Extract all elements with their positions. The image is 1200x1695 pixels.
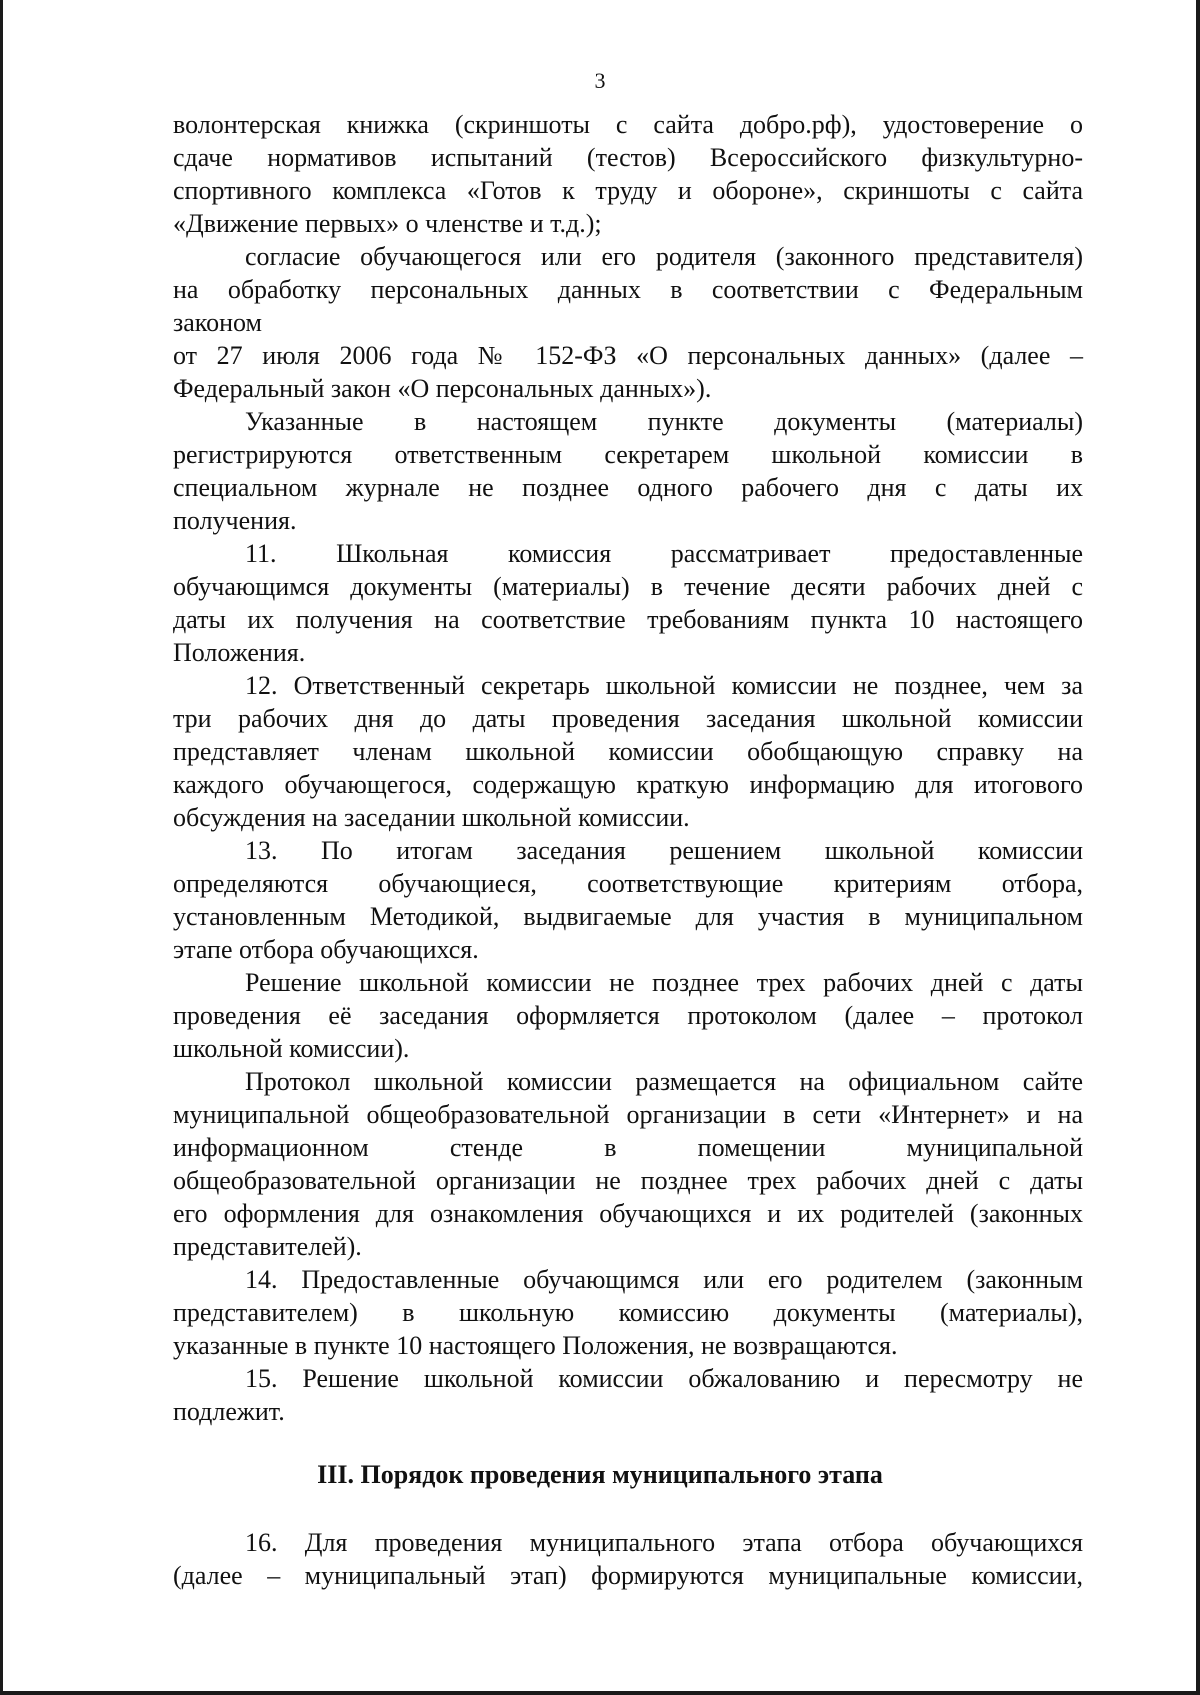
text-line: проведения её заседания оформляется протоколом (далее – протокол [173,1001,1083,1030]
text-line: представляет членам школьной комиссии обобщающую справку на [173,737,1083,766]
text-line: представителем) в школьную комиссию документы (материалы), [173,1298,1083,1327]
text-line: Федеральный закон «О персональных данных»). [173,374,712,403]
text-line: этапе отбора обучающихся. [173,935,479,964]
text-line: общеобразовательной организации не позднее трех рабочих дней с даты [173,1166,1083,1195]
text-line: его оформления для ознакомления обучающихся и их родителей (законных [173,1199,1083,1228]
scan-border-left [0,0,3,1695]
text-line: на обработку персональных данных в соответствии с Федеральным [173,275,1083,304]
scan-border-bottom [0,1691,1200,1695]
text-line: даты их получения на соответствие требованиям пункта 10 настоящего [173,605,1083,634]
text-line: «Движение первых» о членстве и т.д.); [173,209,602,238]
text-line: получения. [173,506,297,535]
text-line: 11. Школьная комиссия рассматривает предоставленные [245,539,1083,568]
text-line: указанные в пункте 10 настоящего Положения, не возвращаются. [173,1331,898,1360]
text-line: школьной комиссии). [173,1034,410,1063]
text-line: спортивного комплекса «Готов к труду и обороне», скриншоты с сайта [173,176,1083,205]
text-line: муниципальной общеобразовательной организации в сети «Интернет» и на [173,1100,1083,1129]
text-line: (далее – муниципальный этап) формируются муниципальные комиссии, [173,1561,1083,1590]
text-line: регистрируются ответственным секретарем школьной комиссии в [173,440,1083,469]
text-line: обучающимся документы (материалы) в течение десяти рабочих дней с [173,572,1083,601]
text-line: волонтерская книжка (скриншоты с сайта добро.рф), удостоверение о [173,110,1083,139]
text-line: 14. Предоставленные обучающимся или его родителем (законным [245,1265,1083,1294]
text-line: три рабочих дня до даты проведения заседания школьной комиссии [173,704,1083,733]
text-line: обсуждения на заседании школьной комиссии. [173,803,690,832]
text-line: специальном журнале не позднее одного рабочего дня с даты их [173,473,1083,502]
section-heading: III. Порядок проведения муниципального этапа [317,1460,883,1489]
text-line: согласие обучающегося или его родителя (законного представителя) [245,242,1083,271]
text-line: представителей). [173,1232,362,1261]
text-line: 16. Для проведения муниципального этапа отбора обучающихся [245,1528,1083,1557]
text-line: Указанные в настоящем пункте документы (материалы) [245,407,1083,436]
scan-border-right [1196,0,1200,1695]
text-line: законом [173,308,262,337]
page-number: 3 [594,68,606,93]
text-line: от 27 июля 2006 года № 152-ФЗ «О персональных данных» (далее – [173,341,1083,370]
text-line: установленным Методикой, выдвигаемые для участия в муниципальном [173,902,1083,931]
text-line: 15. Решение школьной комиссии обжалованию и пересмотру не [245,1364,1083,1393]
text-line: Положения. [173,638,306,667]
text-line: подлежит. [173,1397,285,1426]
text-line: 13. По итогам заседания решением школьной комиссии [245,836,1083,865]
text-line: 12. Ответственный секретарь школьной комиссии не позднее, чем за [245,671,1083,700]
text-line: сдаче нормативов испытаний (тестов) Всероссийского физкультурно- [173,143,1083,172]
text-line: Протокол школьной комиссии размещается на официальном сайте [245,1067,1083,1096]
text-line: определяются обучающиеся, соответствующие критериям отбора, [173,869,1083,898]
text-line: информационном стенде в помещении муниципальной [173,1133,1083,1162]
text-line: Решение школьной комиссии не позднее трех рабочих дней с даты [245,968,1083,997]
text-line: каждого обучающегося, содержащую краткую информацию для итогового [173,770,1083,799]
